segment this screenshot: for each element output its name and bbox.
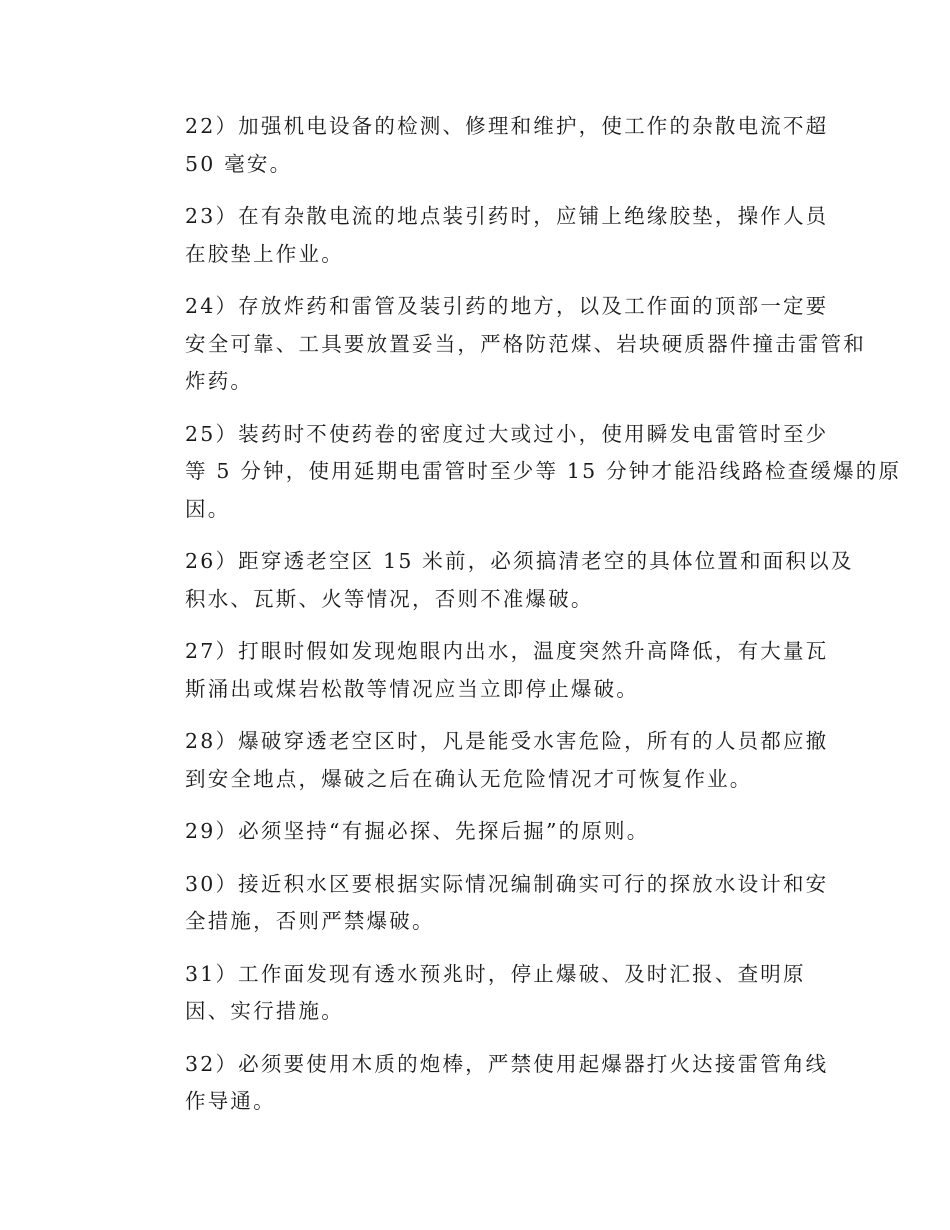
paragraph-25 <box>141 416 902 529</box>
paragraph-line: 30）接近积水区要根据实际情况编制确实可行的探放水设计和安 <box>185 871 829 896</box>
paragraph-line: 到安全地点，爆破之后在确认无危险情况才可恢复作业。 <box>185 766 753 791</box>
paragraph-line: 在胶垫上作业。 <box>185 241 344 266</box>
paragraph-line: 斯涌出或煤岩松散等情况应当立即停止爆破。 <box>185 676 639 701</box>
paragraph-line: 25）装药时不使药卷的密度过大或过小，使用瞬发电雷管时至少 <box>185 421 829 446</box>
paragraph-line: 32）必须要使用木质的炮棒，严禁使用起爆器打火达接雷管角线 <box>185 1051 829 1076</box>
paragraph-line: 因。 <box>185 496 231 521</box>
paragraph-line: 24）存放炸药和雷管及装引药的地方，以及工作面的顶部一定要 <box>185 294 829 318</box>
paragraph-23 <box>141 198 829 273</box>
paragraph-26 <box>141 543 854 618</box>
paragraph-32 <box>141 1046 829 1121</box>
paragraph-22 <box>141 108 829 183</box>
paragraph-30 <box>141 866 829 941</box>
paragraph-line: 27）打眼时假如发现炮眼内出水，温度突然升高降低，有大量瓦 <box>185 639 829 663</box>
paragraph-31 <box>141 956 821 1031</box>
paragraph-line: 29）必须坚持“有掘必探、先探后掘”的原则。 <box>185 819 650 843</box>
paragraph-27 <box>141 633 829 708</box>
paragraph-24 <box>141 288 866 401</box>
paragraph-line: 等 5 分钟，使用延期电雷管时至少等 15 分钟才能沿线路检查缓爆的原 <box>185 459 902 483</box>
paragraph-line: 积水、瓦斯、火等情况，否则不准爆破。 <box>185 586 594 611</box>
paragraph-line: 50 毫安。 <box>185 151 293 176</box>
paragraph-line: 炸药。 <box>185 369 254 393</box>
paragraph-line: 安全可靠、工具要放置妥当，严格防范煤、岩块硬质器件撞击雷管和 <box>185 331 866 356</box>
paragraph-28 <box>141 723 829 798</box>
paragraph-line: 22）加强机电设备的检测、修理和维护，使工作的杂散电流不超 <box>185 114 829 138</box>
paragraph-line: 26）距穿透老空区 15 米前，必须搞清老空的具体位置和面积以及 <box>185 549 854 573</box>
paragraph-line: 31）工作面发现有透水预兆时，停止爆破、及时汇报、查明原 <box>185 961 806 986</box>
document-body <box>141 108 902 1136</box>
paragraph-line: 全措施，否则严禁爆破。 <box>185 909 435 933</box>
paragraph-line: 因、实行措施。 <box>185 999 344 1023</box>
paragraph-29 <box>141 813 821 851</box>
paragraph-line: 作导通。 <box>185 1089 276 1113</box>
paragraph-line: 28）爆破穿透老空区时，凡是能受水害危险，所有的人员都应撤 <box>185 729 829 753</box>
paragraph-line: 23）在有杂散电流的地点装引药时，应铺上绝缘胶垫，操作人员 <box>185 204 829 228</box>
